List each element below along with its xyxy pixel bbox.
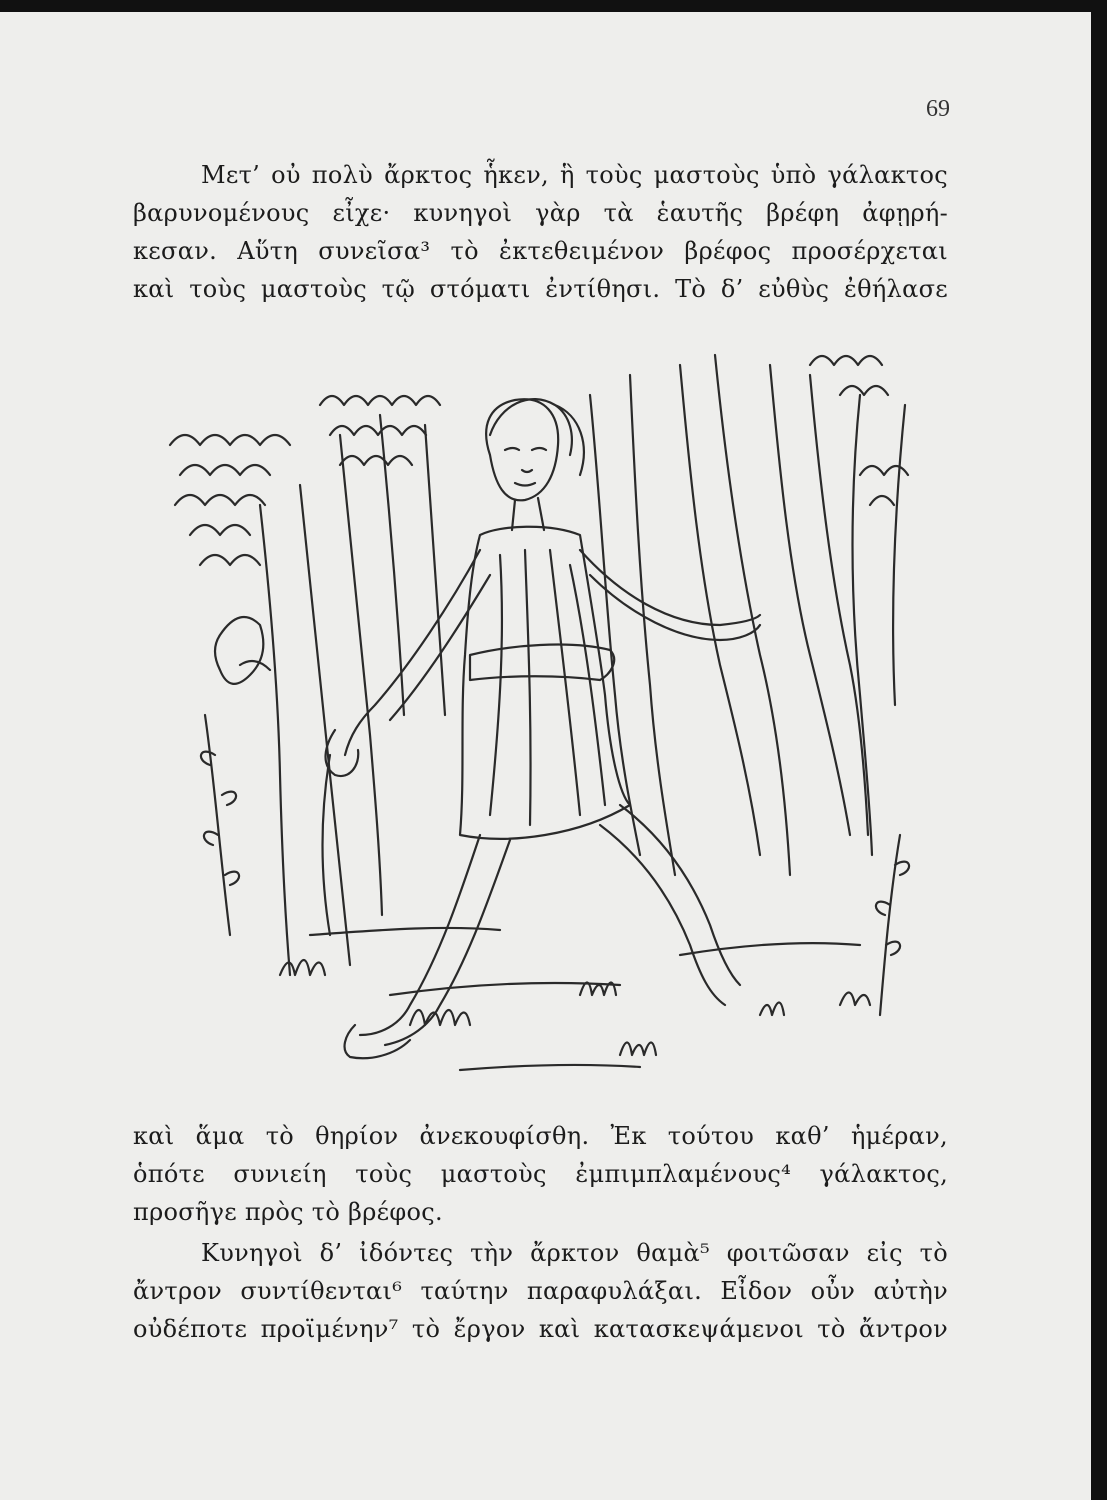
tree-trunk [810,375,868,835]
scan-right-border [1091,0,1107,1500]
text-line: Κυνηγοὶ δ’ ἰδόντες τὴν ἄρκτον θαμὰ⁵ φοιτῶσαν εἰς τὸ [201,1239,948,1267]
text-line: καὶ ἅμα τὸ θηρίον ἀνεκουφίσθη. Ἐκ τούτου καθ’ ἡμέραν, [133,1122,948,1150]
tree-trunk [715,355,790,875]
foliage [170,435,290,565]
text-line: καὶ τοὺς μαστοὺς τῷ στόματι ἐντίθησι. Τὸ δ’ εὐθὺς ἐθήλασε [133,275,948,303]
tree-trunk [630,375,675,875]
text-line: κεσαν. Αὕτη συνεῖσα³ τὸ ἐκτεθειμένον βρέφος προσέρχεται [133,237,948,265]
text-line: ἄντρον συντίθενται⁶ ταύτην παραφυλάξαι. Εἶδον οὖν αὐτὴν [133,1277,948,1305]
text-line: Μετ’ οὐ πολὺ ἄρκτος ἧκεν, ἣ τοὺς μαστοὺς ὑπὸ γάλακτος [201,161,948,189]
tree-trunk [680,365,760,855]
held-object [323,755,331,935]
woman-hair [490,399,584,475]
text-line: ὁπότε συνιείη τοὺς μαστοὺς ἐμπιμπλαμένους⁴ γάλακτος, [133,1160,948,1188]
tree-trunk [590,395,640,855]
tree-trunk [893,405,905,705]
text-line: βαρυνομένους εἶχε· κυνηγοὶ γὰρ τὰ ἑαυτῆς βρέφη ἀφῃρή- [133,199,948,227]
plant-left [201,715,239,935]
forest-woman-illustration [160,335,950,1105]
ground-lines [310,928,860,1070]
text-line: προσῆγε πρὸς τὸ βρέφος. [133,1198,443,1226]
tunic-belt [470,645,614,680]
grass [280,960,870,1055]
scan-top-border [0,0,1107,12]
tree-trunk [340,435,382,915]
woman-leg-back [600,805,740,1005]
foliage [320,396,440,465]
text-line: οὐδέποτε προϊμένην⁷ τὸ ἔργον καὶ κατασκεψάμενοι τὸ ἄντρον [133,1315,948,1343]
paragraph-1 [133,156,948,308]
page-number: 69 [926,96,950,122]
tunic-folds [490,550,605,825]
plant-right [876,835,909,1015]
woman-neck [512,498,544,530]
woman-arm-left [345,550,490,755]
foliage [215,617,270,684]
tree-trunk [260,505,290,975]
paragraph-2 [133,1117,948,1231]
paragraph-3 [133,1234,948,1348]
woman-face [505,448,546,486]
foliage [810,356,908,505]
tree-trunk [853,395,873,855]
